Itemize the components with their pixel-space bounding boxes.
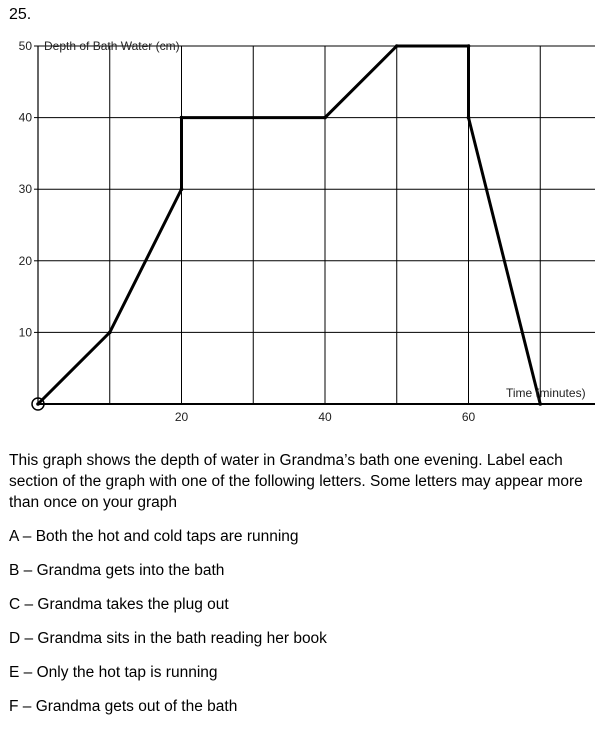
- chart-axes: [38, 46, 595, 404]
- option-item: B – Grandma gets into the bath: [9, 562, 225, 579]
- y-tick-label: 50: [18, 39, 32, 53]
- chart-grid: [38, 46, 595, 404]
- data-point: [323, 116, 327, 120]
- data-point: [180, 116, 184, 120]
- y-tick-label: 30: [18, 182, 32, 197]
- y-axis-label: Depth of Bath Water (cm): [44, 39, 180, 53]
- x-tick-label: 20: [174, 410, 189, 424]
- x-tick-label: 60: [461, 410, 476, 424]
- instructions-text: This graph shows the depth of water in Grandma’s bath one evening. Label each section of the graph with one of the following letters. Some letters may appear more than once on your graph: [9, 452, 583, 511]
- option-item: E – Only the hot tap is running: [9, 664, 218, 681]
- y-tick-label: 20: [18, 253, 32, 268]
- option-item: A – Both the hot and cold taps are running: [9, 528, 299, 545]
- data-point: [36, 402, 40, 406]
- chart-tick-labels: [19, 39, 476, 424]
- option-item: D – Grandma sits in the bath reading her book: [9, 630, 327, 647]
- y-tick-label: 40: [18, 110, 32, 125]
- x-tick-label: 40: [318, 410, 332, 424]
- option-item: F – Grandma gets out of the bath: [9, 698, 238, 715]
- data-point: [180, 187, 184, 191]
- option-item: C – Grandma takes the plug out: [9, 596, 229, 613]
- series-line-depth: [38, 46, 540, 404]
- question-number: 25.: [9, 6, 32, 23]
- data-point: [538, 402, 542, 406]
- data-point: [467, 44, 471, 48]
- data-point: [467, 116, 471, 120]
- chart-series: [32, 44, 542, 410]
- y-tick-label: 10: [18, 325, 32, 340]
- x-axis-label: Time (minutes): [506, 386, 586, 400]
- data-point: [108, 331, 112, 335]
- data-point: [395, 44, 399, 48]
- answer-options-list: [9, 527, 327, 731]
